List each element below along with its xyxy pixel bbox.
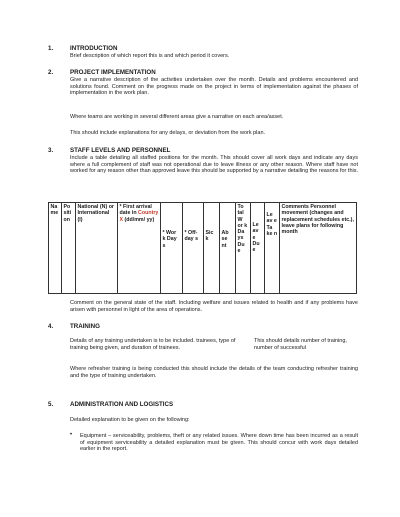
section-paragraph: Detailed explanation to be given on the following: [70,417,190,423]
country-placeholder: Country X [119,210,159,223]
section-paragraph: This should include explanations for any delays, or deviation from the work plan. [70,130,266,136]
table-header-sick: Sic k [204,203,220,294]
section-paragraph: Include a table detailing all staffed positions for the month. This should cover all work days and indicate any days where a full complement of staff was not operational due to leave illness or any other reason. Where staff have not worked for any reason other than approved leave this should be supported by a narrative detailing the reasons for this. [70,155,359,175]
table-header-nationality: National (N) or International (I) [76,203,118,294]
section-title: PROJECT IMPLEMENTATION [70,69,156,76]
section-title: TRAINING [70,323,100,330]
table-header-total-work-days: To tal W or k Da ys Du e [236,203,251,294]
bullet-icon: • [70,432,73,438]
staff-table [48,202,357,294]
table-header-work-days: * Wor k Day s [161,203,183,294]
table-header-absent: Ab se nt [220,203,236,294]
section-title: STAFF LEVELS AND PERSONNEL [70,147,171,154]
section-paragraph: Give a narrative description of the activities undertaken over the month. Details and problems encountered and solutions found. Comment on the progress made on the project in terms of implementation against the phases of implementation in the work plan. [70,77,358,97]
section-paragraph: Where refresher training is being conducted this should include the details of the team conducting refresher training and the type of training undertaken. [70,366,358,379]
section-paragraph: Where teams are working in several different areas give a narrative on each area/asset. [70,114,284,120]
table-header-arrival-date: * First arrival date in Country X (dd/mm/ yy) [118,203,161,294]
table-header-leave-due: Le av e Du e [251,203,265,294]
section-paragraph: Brief description of which report this is and which period it covers. [70,53,230,59]
list-item: Equipment – serviceability, problems, theft or any related issues. Where down time has been incurred as a result of equipment serviceability a detailed explanation must be given. This should concur with work days detailed earlier in the report. [80,433,358,453]
section-number: 5. [48,401,54,408]
training-right-paragraph: This should details number of training, number of successful [254,338,347,351]
table-header-name: Na me [49,203,62,294]
section-title: INTRODUCTION [70,45,118,52]
section-number: 1. [48,45,54,52]
section-number: 2. [48,69,54,76]
section-number: 3. [48,147,54,154]
section-paragraph: Comment on the general state of the staff. Including welfare and issues related to health and if any problems have arisen with personnel in light of the area of operations. [70,300,358,313]
section-number: 4. [48,323,54,330]
training-left-paragraph: Details of any training undertaken is to be included. trainees, type of training being given, and duration of trainees. [70,338,236,351]
table-header-leave-taken: Le av e Ta ke n [265,203,280,294]
table-header-comments: Comments Personnel movement (changes and replacement schedules etc.), leave plans for following month [280,203,357,294]
table-row [49,203,357,294]
table-header-position: Po siti on [62,203,76,294]
table-header-off-days: * Off- day s [183,203,204,294]
section-title: ADMINISTRATION AND LOGISTICS [70,401,174,408]
